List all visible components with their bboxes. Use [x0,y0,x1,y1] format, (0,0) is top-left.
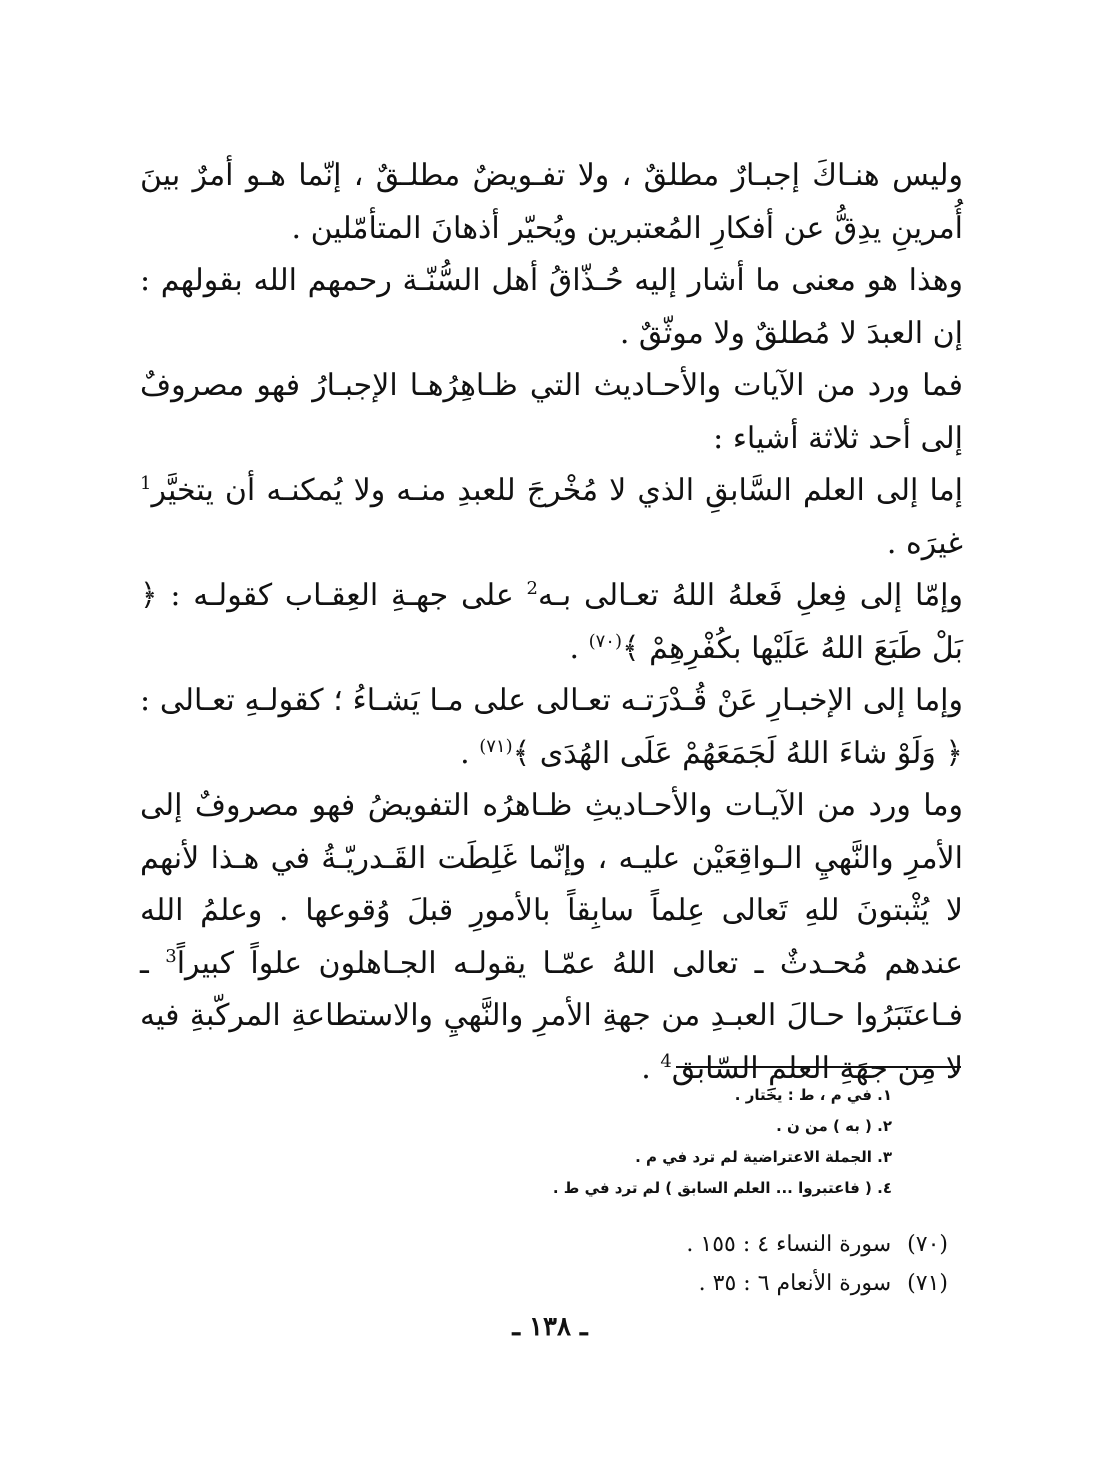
paragraph-7 [140,780,963,1095]
paragraph-5-text-c: . [569,630,589,666]
paragraph-4-text-a: إما إلى العلم السَّابقِ الذي لا مُخْرجَ للعبدِ منـه ولا يُمكنـه أن يتخيَّر [151,473,963,508]
paragraph-4-text-b: غيرَه . [886,525,963,561]
paragraph-5-text-a: وإمّا إلى فِعلِ فَعلهُ اللهُ تعـالى بـه [538,578,963,613]
footnote-mark-2: 2 [526,578,538,599]
editor-footnote: ٤. ( فاعتبروا ... العلم السابق ) لم ترد في ط . [552,1179,892,1197]
paragraph-4 [140,465,963,570]
editor-footnote: ١. في م ، ط : يختار . [734,1086,892,1104]
editor-footnote: ٢. ( به ) من ن . [776,1117,892,1135]
source-footnote [428,1264,948,1303]
paragraph-7-text-c: . [641,1050,661,1086]
source-footnote [428,1225,948,1264]
paragraph-1-text: وليس هنـاكَ إجبـارٌ مطلقٌ ، ولا تفـويضٌ مطلـقٌ ، إنّما هـو أمرٌ بينَ أُمرينِ يدِقُّ عن أفكارِ المُعتبرين ويُحيّر أذهانَ المتأمّلين . [140,158,963,246]
source-footnotes [428,1225,948,1303]
main-text [140,150,963,1095]
source-footnote-number: (٧١) [907,1271,948,1296]
paragraph-6-text-a: وإما إلى الإخبـارِ عَنْ قُـدْرَتـه تعـالى على مـا يَشـاءُ ؛ كقولـهِ تعـالى : ﴿ وَلَوْ شاءَ اللهُ لَجَمَعَهُمْ عَلَى الهُدَى ﴾ [140,683,963,771]
editor-footnotes [372,1080,892,1204]
footnote-mark-1: 1 [140,473,152,494]
footnote-mark-4: 4 [660,1050,672,1072]
editor-footnote: ٣. الجملة الاعتراضية لم ترد في م . [635,1148,892,1166]
page-number: ـ ١٣٨ ـ [512,1312,588,1342]
paragraph-2 [140,255,963,360]
source-footnote-text: سورة النساء ٤ : ١٥٥ . [686,1232,892,1257]
paragraph-7-text-a: وما ورد من الآيـات والأحـاديثِ ظـاهرُه التفويضُ فهو مصروفٌ إلى الأمرِ والنَّهيِ الـواقِعَيْن عليـه ، وإنّما غَلِطَت القَـدريّـةُ في هـذا لأنهم لا يُثْبتونَ للهِ تَعالى عِلماً سابِقاً بالأمورِ قبلَ وُقوعها . وعلمُ الله عندهم مُحـدثٌ ـ تعالى اللهُ عمّـا يقولـه الجـاهلون علواً كبيراً [140,788,964,981]
footnote-separator [676,1066,961,1068]
paragraph-5-text-b: على جهـةِ العِقـاب كقولـه : ﴿ بَلْ طَبَعَ اللهُ عَلَيْها بكُفْرِهِمْ ﴾ [140,578,963,666]
paragraph-3 [140,360,963,465]
footnote-mark-3: 3 [165,945,177,967]
paragraph-7-text-b: ـ فـاعتَبَرُوا حـالَ العبـدِ من جهةِ الأمرِ والنَّهيِ والاستطاعةِ المركّبةِ فيه لا مِن جهَةِ العلمِ السّابق [140,945,963,1086]
paragraph-1 [140,150,963,255]
paragraph-2-text: وهذا هو معنى ما أشار إليه حُـذّاقُ أهل السُّنّـة رحمهم الله بقولهم : إن العبدَ لا مُطلقٌ ولا موثّقٌ . [140,263,963,351]
paragraph-5 [140,570,963,675]
reference-mark-71: (٧١) [479,735,513,757]
paragraph-6 [140,675,963,780]
source-footnote-text: سورة الأنعام ٦ : ٣٥ . [698,1271,892,1296]
paragraph-6-text-b: . [460,735,480,771]
paragraph-3-text: فما ورد من الآيات والأحـاديث التي ظـاهِرُهـا الإجبـارُ فهو مصروفٌ إلى أحد ثلاثة أشياء : [140,368,964,456]
source-footnote-number: (٧٠) [907,1232,948,1257]
reference-mark-70: (٧٠) [588,630,622,652]
